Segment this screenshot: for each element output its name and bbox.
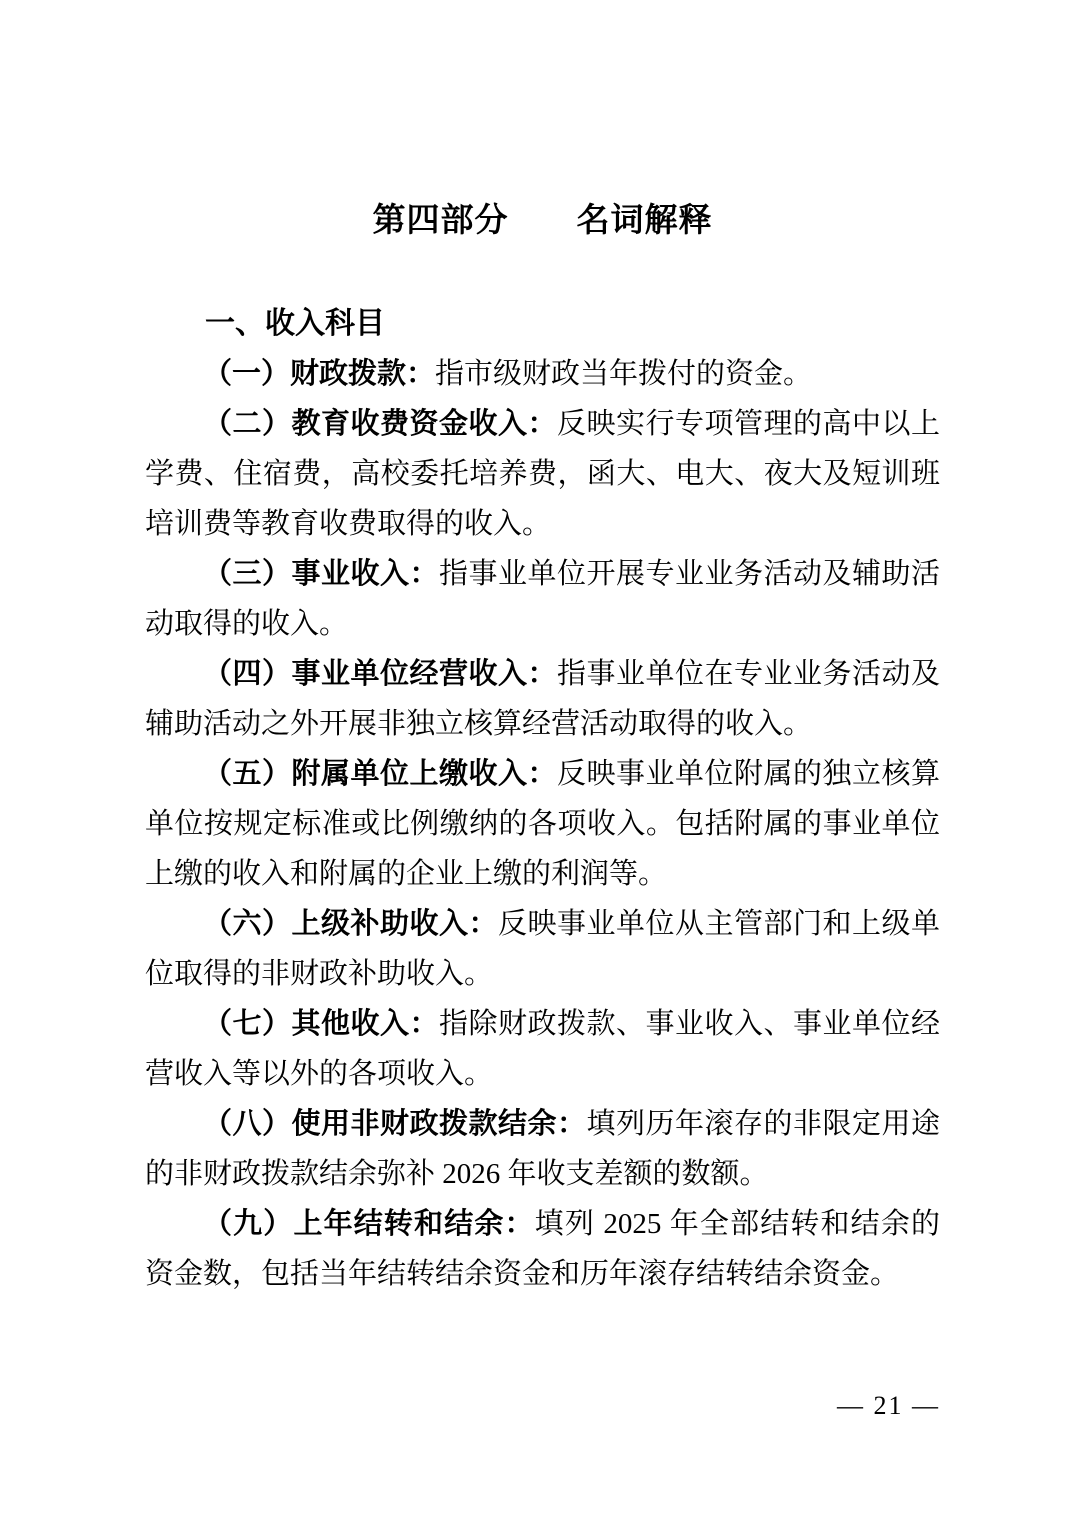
definition-item <box>145 899 940 999</box>
term-label: （一）财政拨款： <box>203 358 436 390</box>
section-heading: 一、收入科目 <box>205 307 385 340</box>
page-number: — 21 — <box>837 1391 940 1420</box>
definition-item <box>145 1099 940 1199</box>
term-label: （五）附属单位上缴收入： <box>203 758 557 790</box>
term-definition: 反映事业单位附属的独立核算单位按规定标准或比例缴纳的各项收入。包括附属的事业单位上缴的收入和附属的企业上缴的利润等。 <box>145 758 940 890</box>
definition-item <box>145 749 940 899</box>
definition-item <box>145 549 940 649</box>
term-definition: 填列 2025 年全部结转和结余的资金数，包括当年结转结余资金和历年滚存结转结余资金。 <box>145 1208 940 1290</box>
definitions-list <box>145 349 940 1299</box>
term-definition: 反映事业单位从主管部门和上级单位取得的非财政补助收入。 <box>145 908 940 990</box>
term-definition: 指除财政拨款、事业收入、事业单位经营收入等以外的各项收入。 <box>145 1008 940 1090</box>
page-title: 第四部分 名词解释 <box>372 201 713 238</box>
term-definition: 指事业单位在专业业务活动及辅助活动之外开展非独立核算经营活动取得的收入。 <box>145 658 940 740</box>
definition-item <box>145 1199 940 1299</box>
term-label: （八）使用非财政拨款结余： <box>203 1108 587 1140</box>
definition-item <box>145 649 940 749</box>
term-label: （三）事业收入： <box>203 558 439 590</box>
definition-item <box>145 999 940 1099</box>
definition-item <box>145 399 940 549</box>
definition-item <box>145 349 940 399</box>
term-definition: 指市级财政当年拨付的资金。 <box>435 358 813 390</box>
term-label: （二）教育收费资金收入： <box>203 408 557 440</box>
term-label: （九）上年结转和结余： <box>203 1208 535 1240</box>
term-label: （七）其他收入： <box>203 1008 439 1040</box>
term-definition: 指事业单位开展专业业务活动及辅助活动取得的收入。 <box>145 558 940 640</box>
term-label: （六）上级补助收入： <box>203 908 498 940</box>
term-definition: 反映实行专项管理的高中以上学费、住宿费，高校委托培养费，函大、电大、夜大及短训班培训费等教育收费取得的收入。 <box>145 408 940 540</box>
term-definition: 填列历年滚存的非限定用途的非财政拨款结余弥补 2026 年收支差额的数额。 <box>145 1108 940 1190</box>
term-label: （四）事业单位经营收入： <box>203 658 557 690</box>
